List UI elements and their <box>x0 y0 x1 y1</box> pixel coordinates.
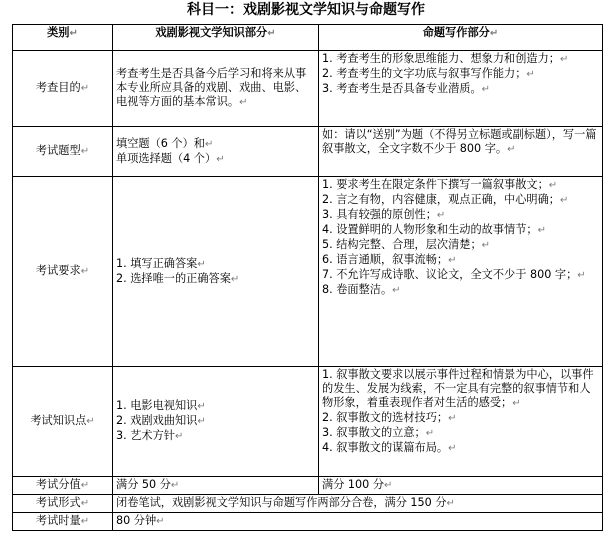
row-label-score: 考试分值↵ <box>13 477 113 495</box>
table-row <box>13 127 603 177</box>
list-item: 2. 叙事散文的选材技巧；↵ <box>322 411 457 424</box>
list-item: 1. 填写正确答案↵ <box>116 256 206 270</box>
list-item: 2. 言之有物，内容健康，观点正确，中心明确；↵ <box>322 193 569 206</box>
list-item: 1. 考查考生的形象思维能力、想象力和创造力；↵ <box>322 52 569 65</box>
list-item: 5. 结构完整、合理，层次清楚；↵ <box>322 238 491 251</box>
purpose-knowledge-cell: 考查考生是否具备今后学习和将来从事本专业所应具备的戏剧、戏曲、电影、电视等方面的基本常识。↵ <box>113 51 319 127</box>
page-title: 科目一：戏剧影视文学知识与命题写作 <box>187 2 425 18</box>
table-row <box>13 495 603 513</box>
list-item: 单项选择题（4 个）↵ <box>116 151 225 165</box>
row-label-requirements: 考试要求↵ <box>13 177 113 367</box>
list-item: 6. 语言通顺，叙事流畅；↵ <box>322 253 457 266</box>
list-item: 4. 设置鲜明的人物形象和生动的故事情节；↵ <box>322 223 546 236</box>
list-item: 3. 考查考生是否具备专业潜质。↵ <box>322 82 491 95</box>
list-item: 2. 戏剧戏曲知识↵ <box>116 414 206 427</box>
requirements-writing-cell <box>319 177 603 367</box>
table-header-row <box>13 25 603 51</box>
list-item: 3. 具有较强的原创性；↵ <box>322 208 446 221</box>
header-knowledge: 戏剧影视文学知识部分↵ <box>113 25 319 51</box>
row-label-question-type: 考试题型↵ <box>13 127 113 177</box>
knowledge-points-knowledge-cell <box>113 367 319 477</box>
table-row <box>13 367 603 477</box>
row-label-duration: 考试时量↵ <box>13 513 113 531</box>
list-item: 1. 叙事散文要求以展示事件过程和情景为中心，以事件的发生、发展为线索，不一定具有完整的叙事情节和人物形象，着重表现作者对生活的感受；↵ <box>322 368 594 409</box>
format-cell: 闭卷笔试，戏剧影视文学知识与命题写作两部分合卷，满分 150 分↵ <box>113 495 603 513</box>
row-label-knowledge-points: 考试知识点↵ <box>13 367 113 477</box>
list-item: 3. 艺术方针↵ <box>116 429 184 442</box>
list-item: 1. 电影电视知识↵ <box>116 399 206 412</box>
table-row <box>13 513 603 531</box>
score-writing-cell: 满分 100 分↵ <box>319 477 603 495</box>
list-item: 2. 选择唯一的正确答案↵ <box>116 271 240 285</box>
list-item: 4. 叙事散文的谋篇布局。↵ <box>322 441 457 454</box>
list-item: 3. 叙事散文的立意；↵ <box>322 426 435 439</box>
exam-table <box>12 24 603 531</box>
table-row <box>13 51 603 127</box>
table-row <box>13 177 603 367</box>
knowledge-points-writing-cell <box>319 367 603 477</box>
list-item: 7. 不允许写成诗歌、议论文，全文不少于 800 字；↵ <box>322 268 586 281</box>
list-item: 2. 考查考生的文字功底与叙事写作能力；↵ <box>322 67 535 80</box>
question-type-writing-cell: 如：请以“送别”为题（不得另立标题或副标题），写一篇叙事散文，全文字数不少于 800 字。↵ <box>319 127 603 177</box>
purpose-writing-cell <box>319 51 603 127</box>
list-item: 1. 要求考生在限定条件下撰写一篇叙事散文；↵ <box>322 178 558 191</box>
duration-cell: 80 分钟↵ <box>113 513 603 531</box>
list-item: 填空题（6 个）和↵ <box>116 136 214 150</box>
header-category: 类别↵ <box>13 25 113 51</box>
requirements-knowledge-cell <box>113 177 319 367</box>
row-label-purpose: 考查目的↵ <box>13 51 113 127</box>
score-knowledge-cell: 满分 50 分↵ <box>113 477 319 495</box>
list-item: 8. 卷面整洁。↵ <box>322 283 401 296</box>
question-type-knowledge-cell <box>113 127 319 177</box>
table-row <box>13 477 603 495</box>
row-label-format: 考试形式↵ <box>13 495 113 513</box>
header-writing: 命题写作部分↵ <box>319 25 603 51</box>
